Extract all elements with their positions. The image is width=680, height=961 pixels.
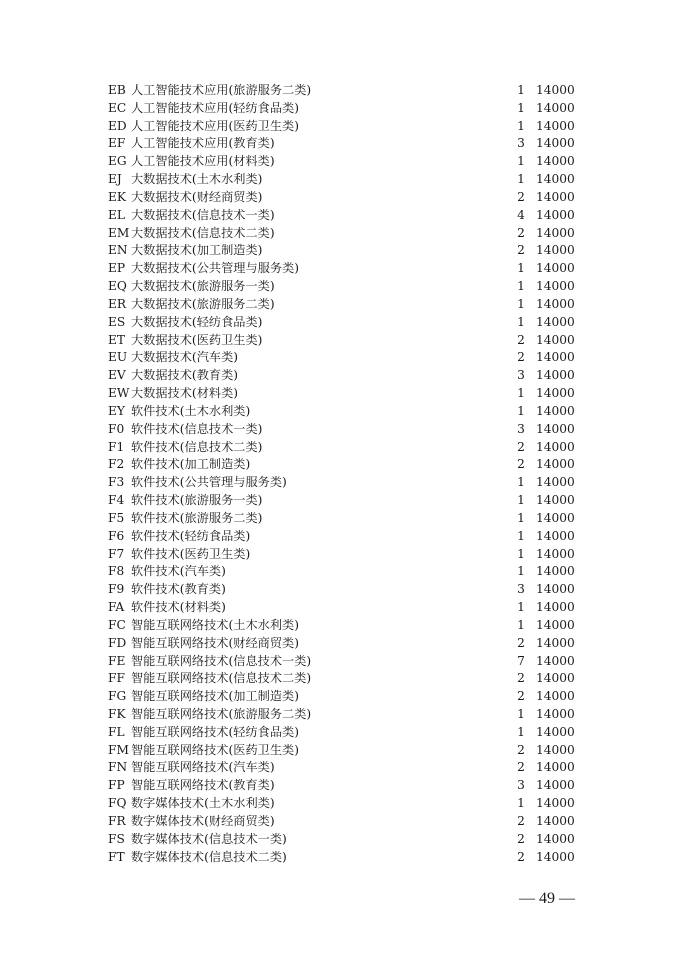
plan-count: 1 (517, 403, 525, 418)
program-code: EM (108, 225, 130, 240)
tuition-fee: 14000 (536, 386, 575, 401)
plan-count: 2 (517, 831, 525, 846)
program-name: 智能互联网络技术(信息技术二类) (131, 671, 312, 686)
tuition-fee: 14000 (536, 83, 575, 97)
program-code: EW (108, 386, 130, 401)
plan-count: 2 (517, 849, 525, 864)
table-row (108, 456, 578, 474)
tuition-fee: 14000 (536, 617, 575, 632)
program-name: 大数据技术(加工制造类) (131, 243, 263, 258)
tuition-fee: 14000 (536, 582, 575, 597)
plan-count: 2 (517, 671, 525, 686)
program-code: F0 (108, 421, 125, 436)
tuition-fee: 14000 (536, 760, 575, 775)
table-row (108, 813, 578, 831)
program-name: 软件技术(旅游服务二类) (131, 510, 263, 525)
program-name: 大数据技术(信息技术一类) (131, 207, 275, 222)
tuition-fee: 14000 (536, 849, 575, 864)
program-code: F7 (108, 546, 125, 561)
program-name: 软件技术(公共管理与服务类) (131, 475, 287, 490)
program-code: FG (108, 689, 127, 704)
tuition-fee: 14000 (536, 118, 575, 133)
program-code: ET (108, 332, 126, 347)
plan-count: 2 (517, 742, 525, 757)
tuition-fee: 14000 (536, 457, 575, 472)
program-code: ED (108, 118, 127, 133)
program-code: FK (108, 706, 126, 721)
program-name: 智能互联网络技术(财经商贸类) (131, 635, 299, 650)
table-row (108, 242, 578, 260)
tuition-fee: 14000 (536, 653, 575, 668)
program-code: ER (108, 296, 127, 311)
table-row (108, 296, 578, 314)
plan-count: 2 (517, 332, 525, 347)
tuition-fee: 14000 (536, 671, 575, 686)
program-code: EG (108, 154, 127, 169)
program-name: 智能互联网络技术(旅游服务二类) (131, 706, 312, 721)
program-name: 大数据技术(汽车类) (131, 350, 239, 365)
tuition-fee: 14000 (536, 689, 575, 704)
table-row (108, 385, 578, 403)
tuition-fee: 14000 (536, 368, 575, 383)
plan-count: 1 (517, 314, 525, 329)
table-row (108, 439, 578, 457)
program-name: 软件技术(材料类) (131, 600, 226, 615)
tuition-fee: 14000 (536, 778, 575, 793)
table-row (108, 617, 578, 635)
program-name: 软件技术(信息技术一类) (131, 421, 263, 436)
program-name: 人工智能技术应用(轻纺食品类) (131, 100, 299, 115)
program-code: EL (108, 207, 125, 222)
plan-count: 1 (517, 279, 525, 294)
program-code: FC (108, 617, 126, 632)
table-row (108, 563, 578, 581)
tuition-fee: 14000 (536, 813, 575, 828)
plan-count: 1 (517, 83, 525, 97)
program-name: 软件技术(土木水利类) (131, 403, 251, 418)
plan-count: 3 (517, 778, 525, 793)
program-code: EJ (108, 172, 122, 187)
plan-count: 2 (517, 760, 525, 775)
table-row (108, 528, 578, 546)
program-name: 数字媒体技术(信息技术二类) (131, 849, 287, 864)
program-code: FQ (108, 796, 127, 811)
program-code: F1 (108, 439, 125, 454)
tuition-fee: 14000 (536, 154, 575, 169)
tuition-fee: 14000 (536, 243, 575, 258)
table-row (108, 421, 578, 439)
plan-count: 2 (517, 225, 525, 240)
plan-count: 1 (517, 475, 525, 490)
program-name: 数字媒体技术(财经商贸类) (131, 813, 275, 828)
plan-count: 4 (517, 207, 525, 222)
table-row (108, 777, 578, 795)
table-row (108, 706, 578, 724)
program-code: F2 (108, 457, 125, 472)
table-row (108, 171, 578, 189)
program-name: 软件技术(信息技术二类) (131, 439, 263, 454)
table-row (108, 260, 578, 278)
program-code: EV (108, 368, 126, 383)
plan-count: 3 (517, 136, 525, 151)
tuition-fee: 14000 (536, 225, 575, 240)
plan-count: 1 (517, 546, 525, 561)
program-code: F6 (108, 528, 125, 543)
tuition-fee: 14000 (536, 100, 575, 115)
program-code: EF (108, 136, 126, 151)
plan-count: 1 (517, 796, 525, 811)
program-code: FA (108, 600, 125, 615)
table-row (108, 118, 578, 136)
plan-count: 1 (517, 172, 525, 187)
plan-count: 1 (517, 617, 525, 632)
plan-count: 1 (517, 261, 525, 276)
tuition-fee: 14000 (536, 332, 575, 347)
plan-count: 2 (517, 439, 525, 454)
plan-count: 3 (517, 421, 525, 436)
table-row (108, 670, 578, 688)
program-name: 大数据技术(教育类) (131, 368, 239, 383)
tuition-fee: 14000 (536, 403, 575, 418)
plan-count: 1 (517, 154, 525, 169)
tuition-fee: 14000 (536, 493, 575, 508)
tuition-fee: 14000 (536, 172, 575, 187)
program-code: FT (108, 849, 125, 864)
plan-count: 1 (517, 386, 525, 401)
tuition-fee: 14000 (536, 510, 575, 525)
table-row (108, 349, 578, 367)
program-name: 人工智能技术应用(旅游服务二类) (131, 83, 312, 97)
program-name: 智能互联网络技术(信息技术一类) (131, 653, 312, 668)
program-code: FS (108, 831, 125, 846)
plan-count: 1 (517, 528, 525, 543)
table-row (108, 100, 578, 118)
table-row (108, 795, 578, 813)
tuition-fee: 14000 (536, 546, 575, 561)
table-row (108, 403, 578, 421)
program-name: 软件技术(轻纺食品类) (131, 528, 251, 543)
program-table (108, 82, 578, 866)
program-name: 大数据技术(材料类) (131, 386, 239, 401)
tuition-fee: 14000 (536, 635, 575, 650)
program-code: FD (108, 635, 127, 650)
program-name: 智能互联网络技术(加工制造类) (131, 689, 299, 704)
program-code: F9 (108, 582, 125, 597)
table-row (108, 831, 578, 849)
program-name: 软件技术(加工制造类) (131, 457, 251, 472)
program-code: EN (108, 243, 128, 258)
program-name: 人工智能技术应用(医药卫生类) (131, 118, 299, 133)
program-name: 大数据技术(旅游服务一类) (131, 279, 275, 294)
table-row (108, 688, 578, 706)
program-name: 智能互联网络技术(教育类) (131, 778, 275, 793)
table-row (108, 135, 578, 153)
program-code: FP (108, 778, 125, 793)
plan-count: 1 (517, 296, 525, 311)
plan-count: 1 (517, 100, 525, 115)
program-name: 大数据技术(信息技术二类) (131, 225, 275, 240)
program-code: FN (108, 760, 128, 775)
tuition-fee: 14000 (536, 724, 575, 739)
plan-count: 1 (517, 510, 525, 525)
table-row (108, 367, 578, 385)
tuition-fee: 14000 (536, 564, 575, 579)
tuition-fee: 14000 (536, 314, 575, 329)
program-code: EP (108, 261, 126, 276)
table-row (108, 510, 578, 528)
table-row (108, 189, 578, 207)
plan-count: 3 (517, 368, 525, 383)
program-code: FR (108, 813, 126, 828)
program-code: FE (108, 653, 126, 668)
table-row (108, 153, 578, 171)
program-name: 智能互联网络技术(医药卫生类) (131, 742, 299, 757)
program-code: EB (108, 83, 126, 97)
program-name: 数字媒体技术(信息技术一类) (131, 831, 287, 846)
program-code: F3 (108, 475, 125, 490)
plan-count: 3 (517, 582, 525, 597)
tuition-fee: 14000 (536, 421, 575, 436)
table-row (108, 742, 578, 760)
tuition-fee: 14000 (536, 279, 575, 294)
program-name: 智能互联网络技术(汽车类) (131, 760, 275, 775)
program-code: FL (108, 724, 125, 739)
table-row (108, 492, 578, 510)
plan-count: 2 (517, 350, 525, 365)
plan-count: 2 (517, 635, 525, 650)
plan-count: 2 (517, 189, 525, 204)
tuition-fee: 14000 (536, 528, 575, 543)
table-row (108, 849, 578, 867)
program-name: 大数据技术(公共管理与服务类) (131, 261, 299, 276)
plan-count: 1 (517, 724, 525, 739)
program-name: 软件技术(教育类) (131, 582, 226, 597)
plan-count: 1 (517, 706, 525, 721)
program-code: F4 (108, 493, 125, 508)
program-name: 软件技术(医药卫生类) (131, 546, 251, 561)
plan-count: 1 (517, 600, 525, 615)
program-code: EC (108, 100, 127, 115)
plan-count: 2 (517, 457, 525, 472)
page-number: — 49 — (519, 890, 575, 907)
program-name: 数字媒体技术(土木水利类) (131, 796, 275, 811)
tuition-fee: 14000 (536, 831, 575, 846)
program-name: 大数据技术(轻纺食品类) (131, 314, 263, 329)
program-code: EQ (108, 279, 127, 294)
tuition-fee: 14000 (536, 742, 575, 757)
table-row (108, 581, 578, 599)
table-row (108, 635, 578, 653)
table-row (108, 724, 578, 742)
plan-count: 2 (517, 813, 525, 828)
table-row (108, 332, 578, 350)
program-code: EU (108, 350, 128, 365)
table-row (108, 546, 578, 564)
program-code: EY (108, 403, 125, 418)
table-row (108, 599, 578, 617)
program-name: 智能互联网络技术(土木水利类) (131, 617, 299, 632)
table-row (108, 653, 578, 671)
program-name: 人工智能技术应用(材料类) (131, 154, 275, 169)
table-row (108, 207, 578, 225)
tuition-fee: 14000 (536, 189, 575, 204)
table-row (108, 82, 578, 100)
table-row (108, 314, 578, 332)
plan-count: 1 (517, 493, 525, 508)
tuition-fee: 14000 (536, 796, 575, 811)
plan-count: 2 (517, 243, 525, 258)
program-code: FF (108, 671, 125, 686)
tuition-fee: 14000 (536, 600, 575, 615)
table-row (108, 474, 578, 492)
plan-count: 2 (517, 689, 525, 704)
table-row (108, 225, 578, 243)
tuition-fee: 14000 (536, 350, 575, 365)
tuition-fee: 14000 (536, 439, 575, 454)
plan-count: 1 (517, 564, 525, 579)
program-code: FM (108, 742, 129, 757)
program-code: ES (108, 314, 126, 329)
tuition-fee: 14000 (536, 136, 575, 151)
tuition-fee: 14000 (536, 261, 575, 276)
tuition-fee: 14000 (536, 207, 575, 222)
program-name: 智能互联网络技术(轻纺食品类) (131, 724, 299, 739)
tuition-fee: 14000 (536, 296, 575, 311)
program-name: 大数据技术(土木水利类) (131, 172, 263, 187)
program-name: 大数据技术(医药卫生类) (131, 332, 263, 347)
program-name: 软件技术(旅游服务一类) (131, 493, 263, 508)
program-code: F8 (108, 564, 125, 579)
plan-count: 1 (517, 118, 525, 133)
program-name: 软件技术(汽车类) (131, 564, 226, 579)
table-row (108, 759, 578, 777)
program-name: 人工智能技术应用(教育类) (131, 136, 275, 151)
program-name: 大数据技术(财经商贸类) (131, 189, 263, 204)
tuition-fee: 14000 (536, 475, 575, 490)
program-name: 大数据技术(旅游服务二类) (131, 296, 275, 311)
program-code: EK (108, 189, 127, 204)
table-row (108, 278, 578, 296)
plan-count: 7 (517, 653, 525, 668)
program-code: F5 (108, 510, 125, 525)
tuition-fee: 14000 (536, 706, 575, 721)
